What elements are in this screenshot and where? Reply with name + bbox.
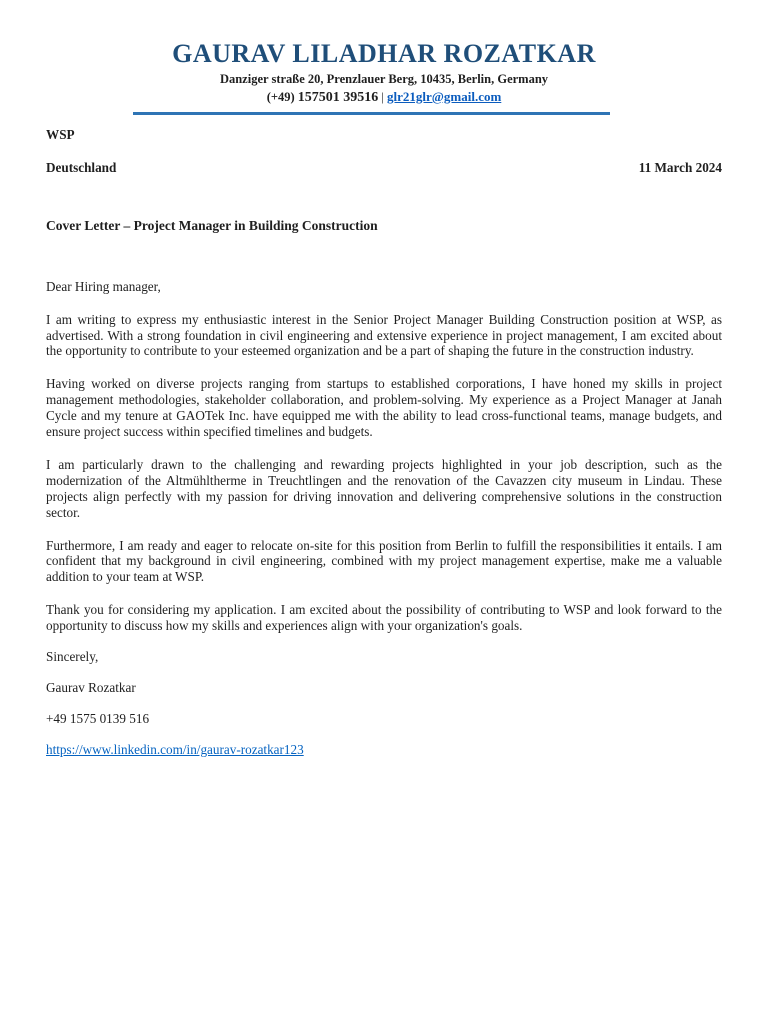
letterhead [46,40,722,115]
salutation: Dear Hiring manager, [46,278,161,294]
letterhead-address: Danziger straße 20, Prenzlauer Berg, 10435, Berlin, Germany [219,71,549,86]
body-paragraph: Furthermore, I am ready and eager to relocate on-site for this position from Berlin to fulfill the responsibilities it entails. I am confident that my background in civil engineering, combined with my project management expertise, make me a valuable addition to your team at WSP. [46,537,722,585]
letterhead-contact-line [46,89,722,106]
contact-separator: | [378,89,388,104]
linkedin-link[interactable]: https://www.linkedin.com/in/gaurav-rozatkar123 [46,741,304,757]
subject-line: Cover Letter – Project Manager in Building Construction [46,217,378,233]
signature-phone: +49 1575 0139 516 [46,710,150,726]
recipient-country: Deutschland [46,159,117,175]
letterhead-divider [133,112,610,115]
email-link[interactable]: glr21glr@gmail.com [387,88,502,104]
recipient-block [46,127,722,176]
body-paragraph: I am writing to express my enthusiastic interest in the Senior Project Manager Building Construction position at WSP, as advertised. With a strong foundation in civil engineering and extensive experience in project management, I am excited about the opportunity to contribute to your esteemed organization and be a part of shaping the future in the construction industry. [46,311,722,359]
recipient-company: WSP [46,126,75,142]
body-paragraph: Thank you for considering my application. I am excited about the possibility of contributing to WSP and look forward to the opportunity to discuss how my skills and experiences align with your organization's goals. [46,602,722,634]
phone-number: 157501 39516 [297,89,379,105]
phone-prefix: (+49) [266,89,298,104]
closing: Sincerely, [46,649,99,665]
body-paragraph: I am particularly drawn to the challenging and rewarding projects highlighted in your job description, such as the modernization of the Altmühltherme in Treuchtlingen and the renovation of the Cavazzen city museum in Lindau. These projects align perfectly with my passion for driving innovation and delivering comprehensive solutions in the construction sector. [46,456,722,520]
page-content [46,40,722,758]
letter-date: 11 March 2024 [638,159,722,175]
letterhead-name: GAURAV LILADHAR ROZATKAR [172,39,596,68]
recipient-row [46,160,722,176]
signature-name: Gaurav Rozatkar [46,680,136,695]
body-paragraph: Having worked on diverse projects ranging from startups to established corporations, I have honed my skills in project management methodologies, stakeholder collaboration, and problem-solving. My experience as a Project Manager at Janah Cycle and my tenure at GAOTek Inc. have equipped me with the ability to lead cross-functional teams, manage budgets, and ensure project success within specified timelines and budgets. [46,376,722,440]
